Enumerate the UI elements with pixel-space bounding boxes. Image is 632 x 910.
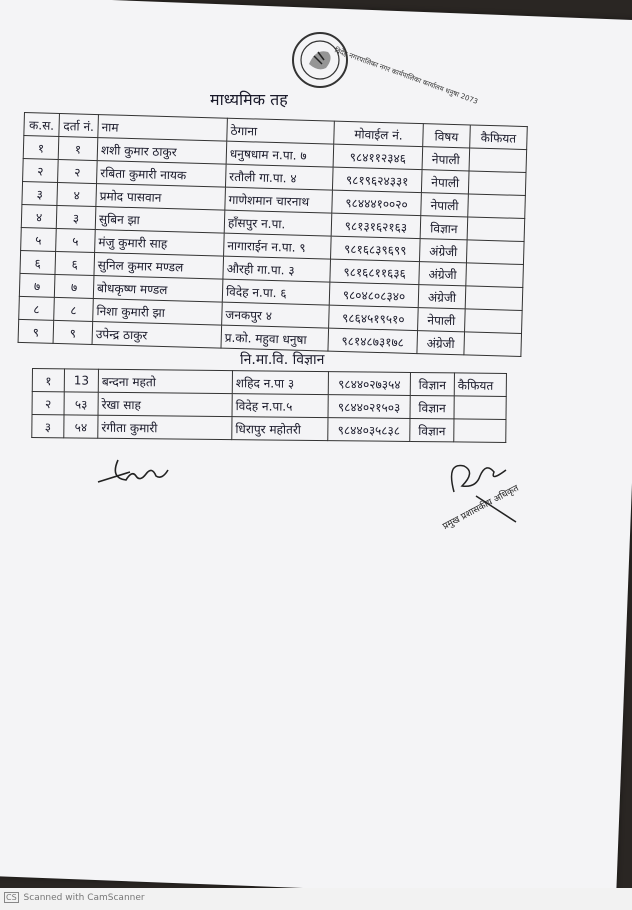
sn-cell: १ [23,136,59,160]
remarks-cell [454,396,506,420]
reg-no-cell: १ [58,136,98,160]
header-reg-no: दर्ता नं. [59,113,99,137]
name-cell: निशा कुमारी झा [93,299,223,326]
remarks-cell [468,194,526,219]
name-cell: उपेन्द्र ठाकुर [92,321,222,348]
reg-no-cell: ४ [57,182,97,206]
subject-cell: अंग्रेजी [418,285,466,309]
remarks-cell [469,148,527,173]
stamp-text: विदेह नगरपालिका नगर कार्यपालिका कार्यालय धनुषा 2073 [333,46,479,106]
mobile-cell: ९८४११२३४६ [333,144,423,169]
subject-cell: अंग्रेजी [419,262,467,286]
subject-cell: नेपाली [418,308,466,332]
header-mobile: मोवाईल नं. [334,121,424,146]
name-cell: बोधकृष्ण मण्डल [93,276,223,303]
sn-cell: ५ [21,227,57,251]
subject-cell: नेपाली [421,193,469,217]
office-stamp [292,32,348,88]
header-name: नाम [98,115,228,142]
mobile-cell: ९८१३१६२१६३ [331,213,421,238]
name-cell: रबिता कुमारी नायक [97,161,227,188]
remarks-cell [465,286,523,311]
name-cell: शशी कुमार ठाकुर [97,138,227,165]
address-cell: हाँसपुर न.पा. [224,210,332,236]
subject-cell: नेपाली [421,170,469,194]
remarks-cell [468,171,526,196]
remarks-cell [466,263,524,288]
subject-cell: अंग्रेजी [417,331,465,355]
sn-cell: २ [32,392,64,415]
subject-cell: विज्ञान [410,395,454,418]
address-cell: विदेह न.पा.५ [232,394,328,418]
address-cell: औरही गा.पा. ३ [223,256,331,282]
reg-no-cell: २ [58,159,98,183]
subject-cell: अंग्रेजी [419,239,467,263]
sn-cell: ९ [18,319,54,343]
students-table [18,112,528,357]
reg-no-cell: ५४ [64,415,98,438]
header-address: ठेगाना [227,118,335,144]
address-cell: रतौली गा.पा. ४ [225,164,333,190]
address-cell: धिरापुर महोतरी [232,417,328,441]
table-row [32,415,506,443]
sn-cell: ४ [21,204,57,228]
sn-cell: ६ [20,250,56,274]
mobile-cell: ९८०४८०८३४० [329,282,419,307]
mobile-cell: ९८४४०३५८३८ [328,418,410,442]
mobile-cell: ९८४४०२१५०३ [328,395,410,419]
name-cell: सुबिन झा [95,207,225,234]
sn-cell: ३ [22,181,58,205]
address-cell: धनुषधाम न.पा. ७ [226,141,334,167]
name-cell: बन्दना महतो [98,369,232,393]
scanner-watermark [4,892,145,903]
name-cell: रंगीता कुमारी [98,415,232,439]
reg-no-cell: ३ [56,205,96,229]
address-cell: प्र.को. महुवा धनुषा [221,325,329,351]
name-cell: प्रमोद पासवान [96,184,226,211]
scanner-logo-badge: CS [6,893,17,902]
right-signature-designation: प्रमुख प्रशासकीय अधिकृत [441,483,521,533]
reg-no-cell: 13 [64,369,98,392]
remarks-cell [465,309,523,334]
left-signature [96,452,176,492]
remarks-cell: कैफियत [454,373,506,397]
reg-no-cell: ५ [56,228,96,252]
science-table [31,368,507,443]
name-cell: मंजु कुमारी साह [95,230,225,257]
address-cell: शहिद न.पा ३ [232,371,328,395]
header-sn: क.स. [24,113,60,137]
remarks-cell [464,332,522,357]
header-remarks: कैफियत [470,125,528,150]
section-subtitle: नि.मा.वि. विज्ञान [240,352,325,368]
mobile-cell: ९८१९६२४३३१ [332,167,422,192]
sn-cell: ३ [32,415,64,438]
subject-cell: विज्ञान [410,418,454,441]
sn-cell: २ [23,158,59,182]
name-cell: सुनिल कुमार मण्डल [94,253,224,280]
reg-no-cell: ९ [53,320,93,344]
mobile-cell: ९८४४४१००२० [332,190,422,215]
subject-cell: विज्ञान [410,372,454,395]
sn-cell: ७ [19,273,55,297]
reg-no-cell: ८ [54,297,94,321]
remarks-cell [466,240,524,265]
header-subject: विषय [423,124,471,148]
sn-cell: १ [32,369,64,392]
name-cell: रेखा साह [98,392,232,416]
mobile-cell: ९८१४८७३१७८ [328,328,418,353]
mobile-cell: ९८१६८११६३६ [330,259,420,284]
remarks-cell [467,217,525,242]
address-cell: नागाराईन न.पा. ९ [224,233,332,259]
mobile-cell: ९८४४०२७३५४ [328,372,410,396]
address-cell: जनकपुर ४ [222,302,330,328]
scanner-watermark-text: Scanned with CamScanner [23,893,145,903]
mobile-cell: ९८६४५१९५१० [329,305,419,330]
address-cell: गाणेशमान चारनाथ [225,187,333,213]
reg-no-cell: ६ [55,251,95,275]
sn-cell: ८ [19,296,55,320]
subject-cell: विज्ञान [420,216,468,240]
page-title: माध्यमिक तह [210,90,288,109]
remarks-cell [454,419,506,443]
address-cell: विदेह न.पा. ६ [222,279,330,305]
reg-no-cell: ७ [54,274,94,298]
mobile-cell: ९८१६८३९६९९ [331,236,421,261]
reg-no-cell: ५३ [64,392,98,415]
subject-cell: नेपाली [422,147,470,171]
